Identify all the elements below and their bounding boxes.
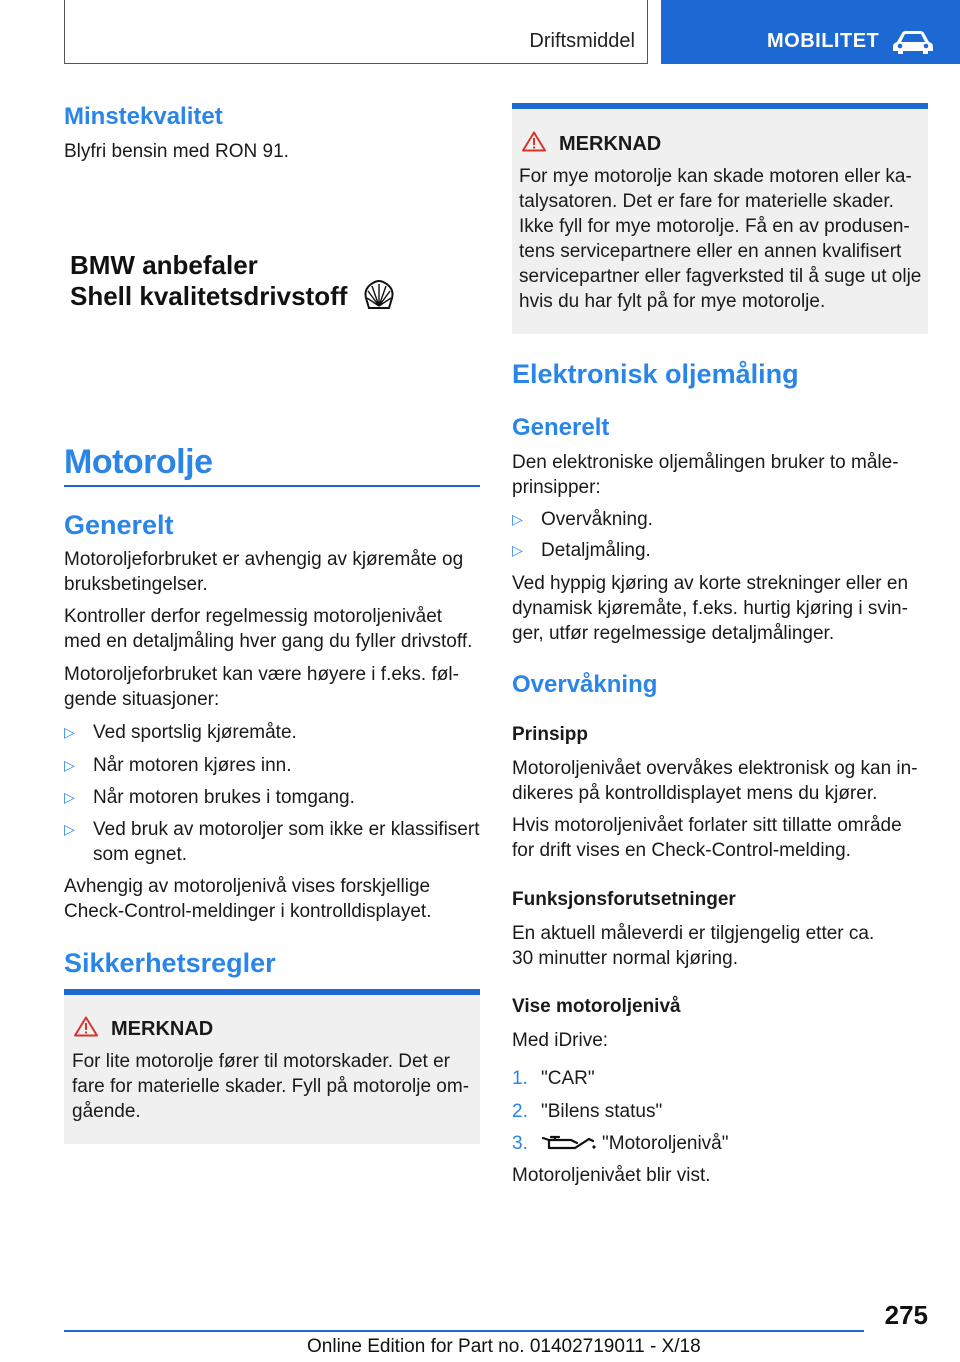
triangle-bullet-icon: ▷: [512, 542, 523, 558]
header-chapter-tab[interactable]: [661, 0, 960, 64]
general-heading-right: Generelt: [512, 414, 610, 441]
triangle-bullet-icon: ▷: [512, 511, 523, 527]
car-icon: [891, 28, 935, 56]
triangle-bullet-icon: ▷: [64, 724, 75, 740]
general-para-1: Motoroljeforbruket er avhengig av kjøremåte og bruksbetingelser.: [64, 549, 464, 595]
show-intro: Med iDrive:: [512, 1030, 609, 1051]
min-quality-text: Blyfri bensin med RON 91.: [64, 141, 289, 162]
general-para-2: Kontroller derfor regelmessig motoroljenivået med en detaljmåling hver gang du fyller drivstoff.: [64, 606, 473, 652]
general-para-3: Motoroljeforbruket kan være høyere i f.eks. føl- gende situasjoner:: [64, 664, 459, 710]
principle-text: Motoroljenivået overvåkes elektronisk og kan in- dikeres på kontrolldisplayet mens du kjører.: [512, 758, 918, 804]
principle-heading: Prinsipp: [512, 724, 589, 745]
right-notice-box: [512, 109, 928, 334]
section-title: Elektronisk oljemåling: [512, 359, 799, 389]
header-section-box: [64, 0, 648, 64]
header-section-title: Driftsmiddel: [529, 30, 635, 52]
chapter-rule: [64, 485, 480, 487]
brand-line-2: Shell kvalitetsdrivstoff: [70, 281, 348, 311]
footer-rule: [64, 1330, 864, 1332]
header-chapter-label: MOBILITET: [767, 30, 880, 52]
page-number: 275: [884, 1300, 928, 1330]
oil-can-icon: [541, 1133, 597, 1153]
triangle-bullet-icon: ▷: [64, 821, 75, 837]
func-heading: Funksjonsforutsetninger: [512, 889, 736, 910]
warning-triangle-icon: [522, 131, 546, 152]
show-result: Motoroljenivået blir vist.: [512, 1165, 711, 1186]
general-heading: Generelt: [64, 510, 174, 540]
general-para-4: Avhengig av motoroljenivå vises forskjellige Check-Control-meldinger i kontrolldisplayet.: [64, 876, 432, 922]
notice-title: MERKNAD: [111, 1018, 214, 1040]
para-after-bullets: Ved hyppig kjøring av korte strekninger eller en dynamisk kjøremåte, f.eks. hurtig kjøring i svin- ger, utfør regelmessige detaljmålinger.: [512, 573, 909, 644]
notice-text: For mye motorolje kan skade motoren eller ka- talysatoren. Det er fare for materielle skader. Ikke fyll for mye motorolje. Få en av produsen- tens servicepartnere eller en annen kvalifisert servicepartner eller fagverksted til å suge ut olje hvis du har fylt på for mye motorolje.: [519, 166, 922, 312]
safety-heading: Sikkerhetsregler: [64, 948, 276, 978]
notice-text: For lite motorolje fører til motorskader. Det er fare for materielle skader. Fyll på motorolje om- gående.: [72, 1051, 470, 1122]
safety-notice-box: [64, 995, 480, 1144]
triangle-bullet-icon: ▷: [64, 757, 75, 773]
warning-triangle-icon: [74, 1016, 98, 1037]
monitoring-heading: Overvåkning: [512, 671, 658, 698]
shell-logo-icon: [362, 280, 396, 310]
func-text: En aktuell måleverdi er tilgjengelig etter ca. 30 minutter normal kjøring.: [512, 923, 875, 969]
brand-line-1: BMW anbefaler: [70, 250, 258, 280]
chapter-title: Motorolje: [64, 443, 213, 481]
brand-recommendation: [70, 250, 347, 312]
show-heading: Vise motoroljenivå: [512, 996, 681, 1017]
principle-text-2: Hvis motoroljenivået forlater sitt tillatte område for drift vises en Check-Control-melding.: [512, 815, 902, 861]
general-text-right: Den elektroniske oljemålingen bruker to måle- prinsipper:: [512, 452, 899, 498]
min-quality-heading: Minstekvalitet: [64, 103, 223, 130]
triangle-bullet-icon: ▷: [64, 789, 75, 805]
edition-text: Online Edition for Part no. 01402719011 - X/18: [307, 1336, 701, 1357]
notice-title: MERKNAD: [559, 133, 662, 155]
